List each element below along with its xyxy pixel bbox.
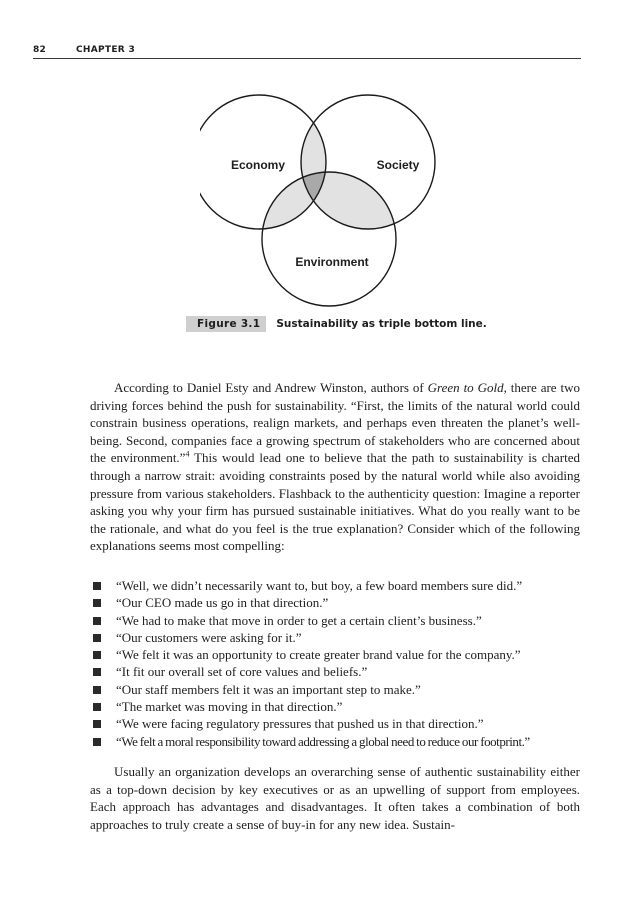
figure-label: Figure 3.1 [186, 316, 266, 332]
list-item: “We felt it was an opportunity to create greater brand value for the company.” [92, 646, 586, 663]
body-paragraph-2 [90, 763, 580, 833]
explanations-list [92, 577, 586, 750]
paragraph-lead: According to Daniel Esty and Andrew Winston, authors of [114, 380, 428, 395]
book-title: Green to Gold, [427, 380, 507, 395]
paragraph-quote: there are two driving forces behind the push for sustainability. “First, the limits of the natural world could constrain business operations, realign markets, and perhaps even threaten the planet’s well-being. Second, companies face a growing spectrum of stakeholders who are concerned about the environment.” [90, 380, 580, 466]
list-item: “We felt a moral responsibility toward addressing a global need to reduce our footprint.” [92, 733, 586, 750]
list-item: “The market was moving in that direction.” [92, 698, 586, 715]
chapter-label: CHAPTER 3 [76, 45, 136, 55]
society-label: Society [376, 158, 420, 172]
list-item: “We had to make that move in order to get a certain client’s business.” [92, 612, 586, 629]
list-item: “Our staff members felt it was an important step to make.” [92, 681, 586, 698]
list-item: “It fit our overall set of core values and beliefs.” [92, 663, 586, 680]
environment-label: Environment [295, 255, 369, 269]
list-item: “Well, we didn’t necessarily want to, but boy, a few board members sure did.” [92, 577, 586, 594]
list-item: “Our customers were asking for it.” [92, 629, 586, 646]
body-paragraph-1 [90, 379, 580, 555]
list-item: “Our CEO made us go in that direction.” [92, 594, 586, 611]
paragraph-rest: This would lead one to believe that the path to sustainability is charted through a narrow strait: avoiding constraints posed by the natural world while also avoiding pressure from various stakeholders. Flashback to the authenticity question: Imagine a reporter asking you why your firm has pursued sustainable initiatives. What do you really want to be the rationale, and what do you feel is the true explanation? Consider which of the following explanations seems most compelling: [90, 450, 580, 554]
paragraph-2-text: Usually an organization develops an overarching sense of authentic sustainability either as a top-down decision by key executives or as an upwelling of support from employees. Each approach has advantages and disadvantages. It often takes a combination of both approaches to truly create a sense of buy-in for any new idea. Sustain- [90, 764, 580, 832]
figure-caption [186, 316, 487, 332]
venn-diagram [200, 92, 440, 312]
list-item: “We were facing regulatory pressures that pushed us in that direction.” [92, 715, 586, 732]
page-number: 82 [33, 45, 47, 55]
running-header [33, 44, 581, 59]
footnote-marker: 4 [185, 450, 190, 460]
figure-caption-text: Sustainability as triple bottom line. [276, 318, 487, 330]
economy-label: Economy [230, 158, 286, 172]
